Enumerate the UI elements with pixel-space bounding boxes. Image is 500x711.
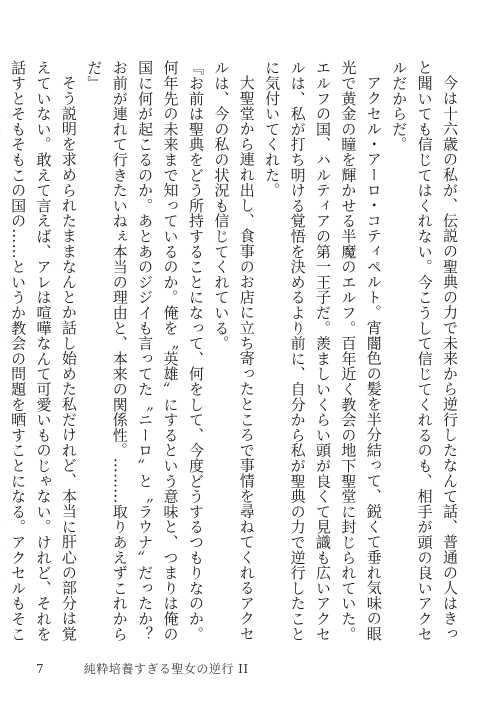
paragraph-1: 今は十六歳の私が、伝説の聖典の力で未来から逆行したなんて話、普通の人はきっと聞いても信じてはくれない。今こうして信じてくれるのも、相手が頭の良いアクセルだからだ。 xyxy=(390,60,459,642)
paragraph-3: 大聖堂から連れ出し、食事のお店に立ち寄ったところで事情を尋ねてくれるアクセルは、今の私の状況も信じてくれている。 xyxy=(212,60,256,642)
running-title: 純粋培養すぎる聖女の逆行 II xyxy=(83,662,249,676)
paragraph-4-quote: 『お前は聖典をどう所持することになって、何をして、今度どうするつもりなのか。何年先の未来まで知っているのか。俺を〝英雄〟にするという意味と、つまりは俺の国に何が起こるのか。あとあのジジイも言ってた〝ニーロ〟と〝ラウナ〟だったか？ お前が連れて行きたいねぇ本当の理由と、本来の関係性。………取りあえずこれからだ』 xyxy=(85,60,205,657)
paragraph-5: そう説明を求められたままなんとか話し始めた私だけれど、本当に肝心の部分は覚えていない。敢えて言えば、アレは喧嘩なんて可愛いものじゃない。けれど、それを話すとそもそもこの国の……というか教会の問題を晒すことになる。アクセルもそこ xyxy=(9,60,78,642)
vertical-text-body xyxy=(9,60,462,657)
page-footer xyxy=(36,660,249,677)
page-number: 7 xyxy=(36,662,44,676)
paragraph-2: アクセル・アーロ・コティペルト。宵闇色の髪を半分結って、鋭くて垂れ気味の眼光で黄金の瞳を輝かせる半魔のエルフ。百年近く教会の地下聖堂に封じられていた。エルフの国、ハルティアの第一王子だ。羨ましいくらい頭が良くて見識も広いアクセルは、私が打ち明ける覚悟を決めるより前に、自分から私が聖典の力で逆行したことに気付いてくれた。 xyxy=(263,60,383,642)
